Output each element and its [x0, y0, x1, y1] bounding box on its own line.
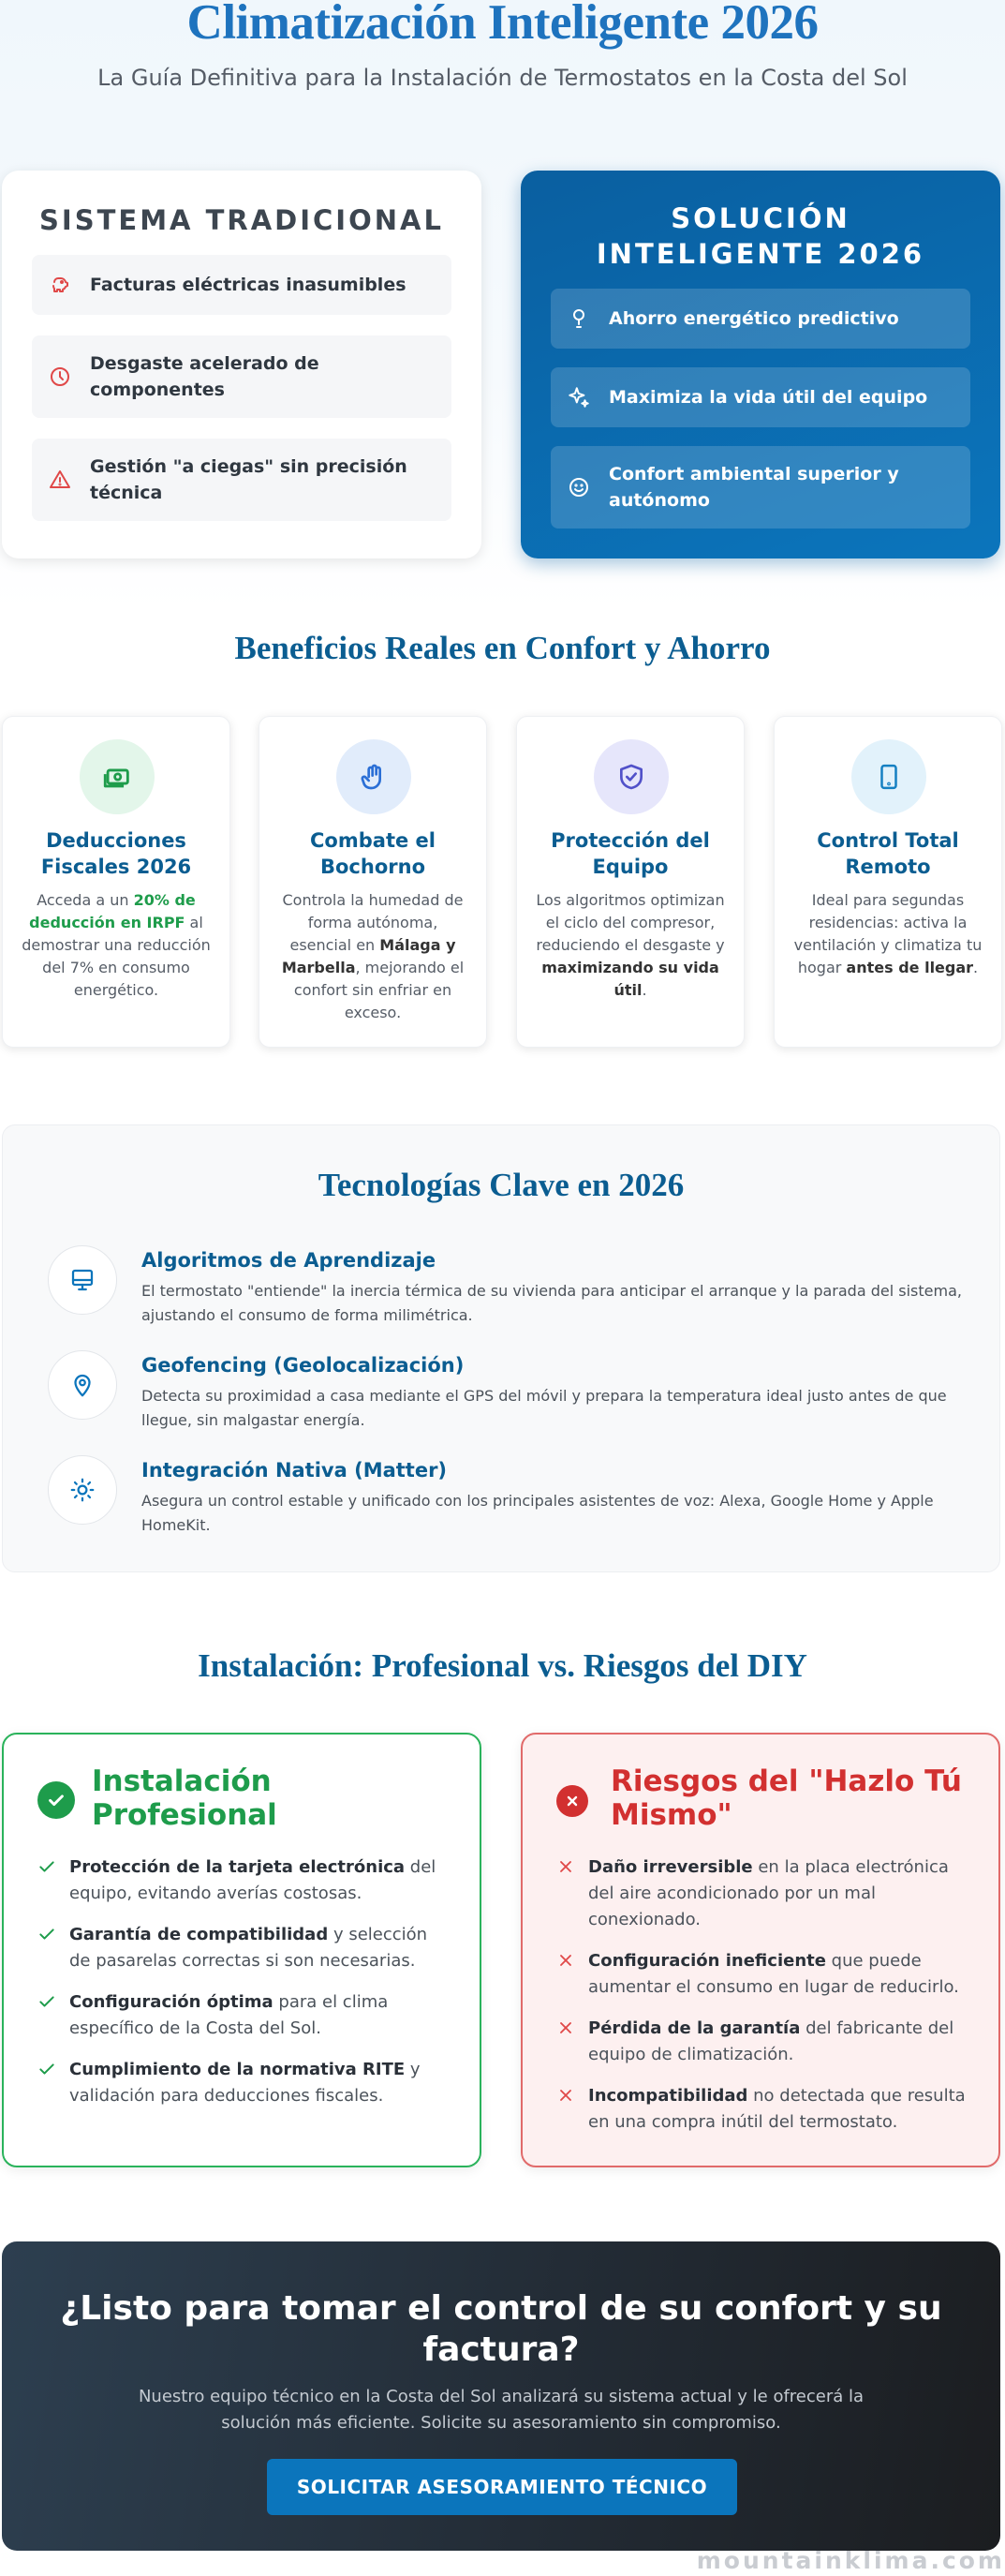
smart-solution-card: [521, 171, 1000, 558]
tablet-icon: [851, 739, 926, 814]
technology-description: El termostato "entiende" la inercia térmica de su vivienda para anticipar el arranque y la parada del sistema, ajustando el consumo de forma milimétrica.: [141, 1282, 962, 1324]
benefit-card: [774, 716, 1002, 1048]
benefit-title: Combate el Bochorno: [310, 829, 436, 878]
benefit-text: Ideal para segundas residencias: activa la ventilación y climatiza tu hogar antes de llegar.: [793, 891, 983, 976]
smart-item-text: Ahorro energético predictivo: [609, 308, 899, 329]
smart-item-text: Confort ambiental superior y autónomo: [609, 464, 899, 511]
traditional-item-text: Desgaste acelerado de componentes: [90, 353, 319, 400]
diy-risks-card: [521, 1733, 1000, 2167]
benefit-title: Protección del Equipo: [551, 829, 710, 878]
sparkles-icon: [566, 384, 592, 410]
benefit-title: Control Total Remoto: [817, 829, 959, 878]
technology-description: Detecta su proximidad a casa mediante el GPS del móvil y prepara la temperatura ideal justo antes de que llegue, sin malgastar energía.: [141, 1387, 947, 1429]
benefit-title: Deducciones Fiscales 2026: [40, 829, 192, 878]
close-circle-icon: [556, 1785, 588, 1817]
traditional-item: [32, 335, 451, 418]
watermark: mountainklima.com: [696, 2547, 1005, 2574]
check-icon: [37, 2060, 56, 2078]
technology-item: [48, 1245, 966, 1324]
money-icon: [80, 739, 155, 814]
list-item: Protección de la tarjeta electrónica del equipo, evitando averías costosas.: [37, 1854, 450, 1907]
benefits-section-title: Beneficios Reales en Confort y Ahorro: [234, 630, 771, 666]
list-item: Daño irreversible en la placa electrónica del aire acondicionado por un mal conexionado.: [556, 1854, 968, 1933]
check-icon: [37, 1857, 56, 1876]
list-item: Cumplimiento de la normativa RITE y validación para deducciones fiscales.: [37, 2057, 450, 2109]
warning-icon: [47, 467, 73, 493]
technology-title: Geofencing (Geolocalización): [141, 1354, 465, 1377]
list-item: Pérdida de la garantía del fabricante del equipo de climatización.: [556, 2016, 968, 2068]
technology-title: Integración Nativa (Matter): [141, 1459, 448, 1482]
piggy-bank-icon: [47, 272, 73, 298]
traditional-system-title: SISTEMA TRADICIONAL: [39, 204, 444, 236]
benefit-card: [2, 716, 230, 1048]
monitor-icon: [48, 1245, 117, 1315]
benefit-text: Acceda a un 20% de deducción en IRPF al demostrar una reducción del 7% en consumo energético.: [22, 891, 211, 999]
sun-icon: [48, 1455, 117, 1525]
technology-item: [48, 1455, 966, 1534]
benefit-text: Controla la humedad de forma autónoma, esencial en Málaga y Marbella, mejorando el confort sin enfriar en exceso.: [281, 891, 465, 1021]
technologies-section-title: Tecnologías Clave en 2026: [318, 1167, 685, 1203]
technology-description: Asegura un control estable y unificado con los principales asistentes de voz: Alexa, Google Home y Apple HomeKit.: [141, 1492, 934, 1534]
traditional-item-text: Gestión "a ciegas" sin precisión técnica: [90, 456, 407, 503]
benefit-card: [259, 716, 487, 1048]
check-icon: [37, 1925, 56, 1943]
call-to-action-section: [2, 2241, 1000, 2551]
smart-solution-title: SOLUCIÓN INTELIGENTE 2026: [596, 202, 925, 270]
request-advice-button[interactable]: SOLICITAR ASESORAMIENTO TÉCNICO: [267, 2459, 737, 2515]
traditional-item: [32, 439, 451, 521]
technology-item: [48, 1350, 966, 1429]
close-icon: [556, 2086, 575, 2105]
professional-installation-card: [2, 1733, 481, 2167]
location-pin-icon: [48, 1350, 117, 1420]
close-icon: [556, 1857, 575, 1876]
smart-item: [551, 367, 970, 427]
benefit-text: Los algoritmos optimizan el ciclo del compresor, reduciendo el desgaste y maximizando su vida útil.: [536, 891, 725, 999]
smile-icon: [566, 474, 592, 500]
smart-item: [551, 446, 970, 529]
cta-title: ¿Listo para tomar el control de su confort y su factura?: [60, 2289, 942, 2369]
close-icon: [556, 1951, 575, 1970]
traditional-item: [32, 255, 451, 315]
cta-text: Nuestro equipo técnico en la Costa del Sol analizará su sistema actual y le ofrecerá la solución más eficiente. Solicite su asesoramiento sin compromiso.: [138, 2387, 865, 2433]
shield-check-icon: [594, 739, 669, 814]
professional-installation-title: Instalación Profesional: [92, 1764, 277, 1832]
traditional-item-text: Facturas eléctricas inasumibles: [90, 275, 406, 295]
benefit-card: [516, 716, 745, 1048]
traditional-system-card: [2, 171, 481, 558]
list-item: Configuración óptima para el clima específico de la Costa del Sol.: [37, 1989, 450, 2042]
technology-title: Algoritmos de Aprendizaje: [141, 1249, 436, 1272]
list-item: Garantía de compatibilidad y selección de pasarelas correctas si son necesarias.: [37, 1922, 450, 1974]
installation-section-title: Instalación: Profesional vs. Riesgos del DIY: [198, 1647, 807, 1684]
smart-item: [551, 289, 970, 349]
hand-icon: [336, 739, 411, 814]
page-title: Climatización Inteligente 2026: [186, 0, 819, 50]
clock-icon: [47, 364, 73, 390]
list-item: Configuración ineficiente que puede aumentar el consumo en lugar de reducirlo.: [556, 1948, 968, 2001]
technologies-section: [2, 1124, 1000, 1572]
diy-risks-title: Riesgos del "Hazlo Tú Mismo": [611, 1764, 962, 1832]
smart-item-text: Maximiza la vida útil del equipo: [609, 387, 928, 408]
lightbulb-icon: [566, 305, 592, 332]
page-subtitle: La Guía Definitiva para la Instalación de Termostatos en la Costa del Sol: [97, 65, 908, 91]
close-icon: [556, 2018, 575, 2037]
check-circle-icon: [37, 1781, 75, 1819]
list-item: Incompatibilidad no detectada que resulta en una compra inútil del termostato.: [556, 2083, 968, 2136]
check-icon: [37, 1992, 56, 2011]
